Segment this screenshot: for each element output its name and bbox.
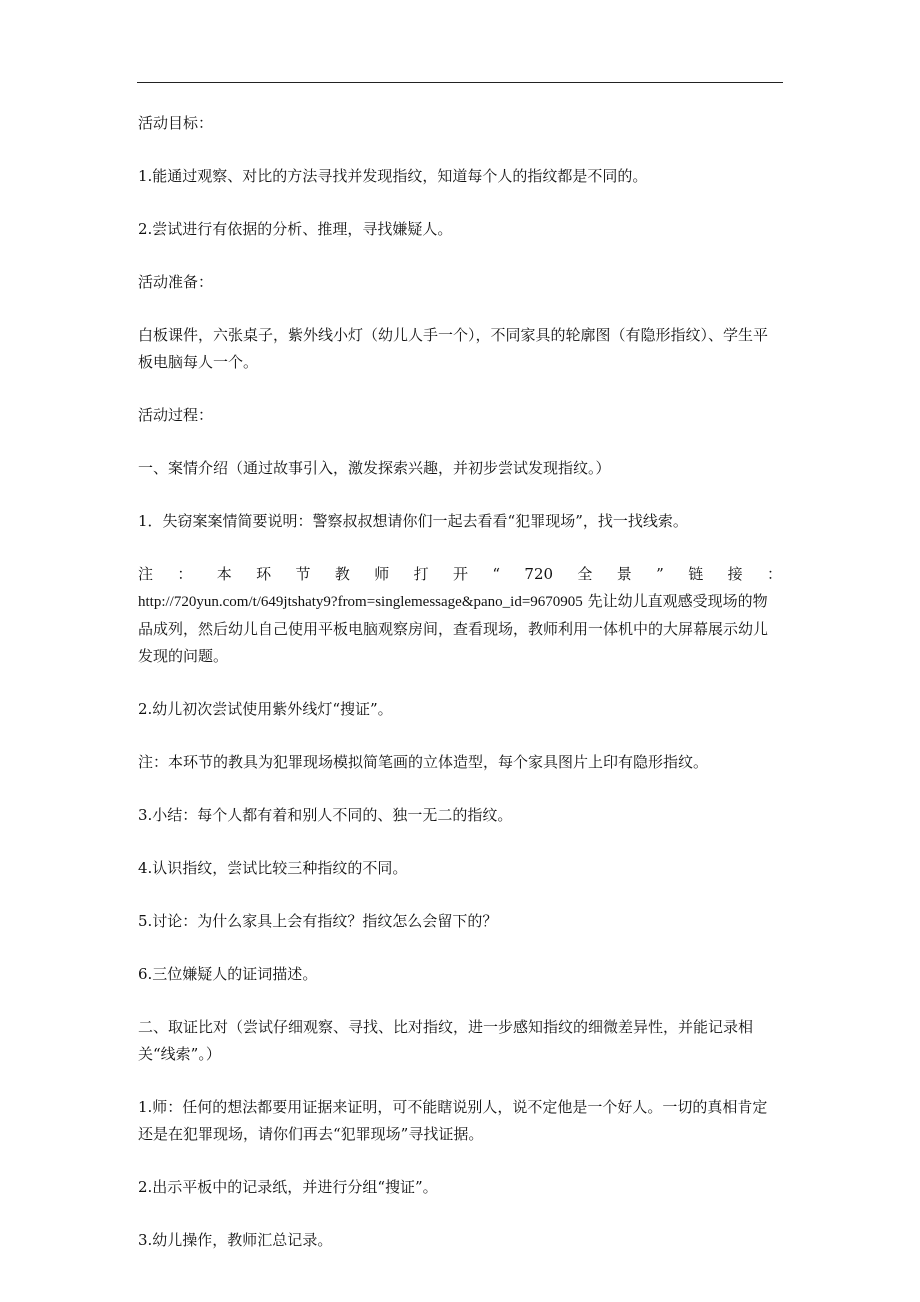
step-2-item-3: 3.幼儿操作，教师汇总记录。 (138, 1231, 333, 1249)
note-char: 师 (374, 565, 390, 583)
document-body (138, 110, 782, 1280)
note-char: ： (177, 565, 193, 583)
note-char: 节 (295, 565, 311, 583)
note-char: 720 (524, 565, 554, 583)
step-heading-1: 一、案情介绍（通过故事引入，激发探索兴趣，并初步尝试发现指纹。） (138, 459, 611, 477)
note-char: ： (766, 565, 782, 583)
step-2-item-2: 2.出示平板中的记录纸，并进行分组“搜证”。 (138, 1178, 438, 1196)
step-1-item-6: 6.三位嫌疑人的证词描述。 (138, 965, 318, 983)
panorama-link[interactable]: http://720yun.com/t/649jtshaty9?from=singlemessage&pano_id=9670905 (138, 594, 583, 610)
note-char: 教 (334, 565, 350, 583)
step-heading-2: 二、取证比对（尝试仔细观察、寻找、比对指纹，进一步感知指纹的细微差异性，并能记录相关“线索”。） (138, 1018, 754, 1063)
preparation-text: 白板课件，六张桌子，紫外线小灯（幼儿人手一个），不同家具的轮廓图（有隐形指纹）、学生平板电脑每人一个。 (138, 326, 769, 371)
note-char: 环 (256, 565, 272, 583)
step-1-item-1: 1．失窃案案情简要说明：警察叔叔想请你们一起去看看“犯罪现场”，找一找线索。 (138, 512, 688, 530)
goal-item-1: 1.能通过观察、对比的方法寻找并发现指纹，知道每个人的指纹都是不同的。 (138, 167, 648, 185)
header-rule (137, 82, 783, 83)
section-heading-preparation: 活动准备： (138, 273, 214, 291)
note-char: 本 (216, 565, 232, 583)
step-2-item-1: 1.师：任何的想法都要用证据来证明，可不能瞎说别人，说不定他是一个好人。一切的真相肯定还是在犯罪现场，请你们再去“犯罪现场”寻找证据。 (138, 1098, 768, 1143)
note-char: 开 (453, 565, 469, 583)
note-char: 打 (413, 565, 429, 583)
step-1-item-3: 3.小结：每个人都有着和别人不同的、独一无二的指纹。 (138, 806, 513, 824)
note-char: 景 (616, 565, 632, 583)
note-char: 全 (577, 565, 593, 583)
note-teaching-aids: 注：本环节的教具为犯罪现场模拟简笔画的立体造型，每个家具图片上印有隐形指纹。 (138, 753, 709, 771)
note-char: “ (492, 565, 501, 583)
step-1-item-2: 2.幼儿初次尝试使用紫外线灯“搜证”。 (138, 700, 393, 718)
section-heading-process: 活动过程： (138, 406, 214, 424)
note-720-panorama (138, 561, 782, 670)
note-body (138, 588, 782, 670)
step-1-item-5: 5.讨论：为什么家具上会有指纹？指纹怎么会留下的？ (138, 912, 498, 930)
note-rest-text: 先让幼儿直观感受现场的物品成列，然后幼儿自己使用平板电脑观察房间，查看现场，教师利用一体机中的大屏幕展示幼儿发现的问题。 (138, 592, 769, 665)
note-lead-line (138, 561, 782, 588)
goal-item-2: 2.尝试进行有依据的分析、推理，寻找嫌疑人。 (138, 220, 453, 238)
note-char: 链 (688, 565, 704, 583)
step-1-item-4: 4.认识指纹，尝试比较三种指纹的不同。 (138, 859, 408, 877)
note-char: ” (656, 565, 664, 583)
section-heading-goals: 活动目标： (138, 114, 214, 132)
note-char: 接 (727, 565, 743, 583)
note-char: 注 (138, 565, 154, 583)
